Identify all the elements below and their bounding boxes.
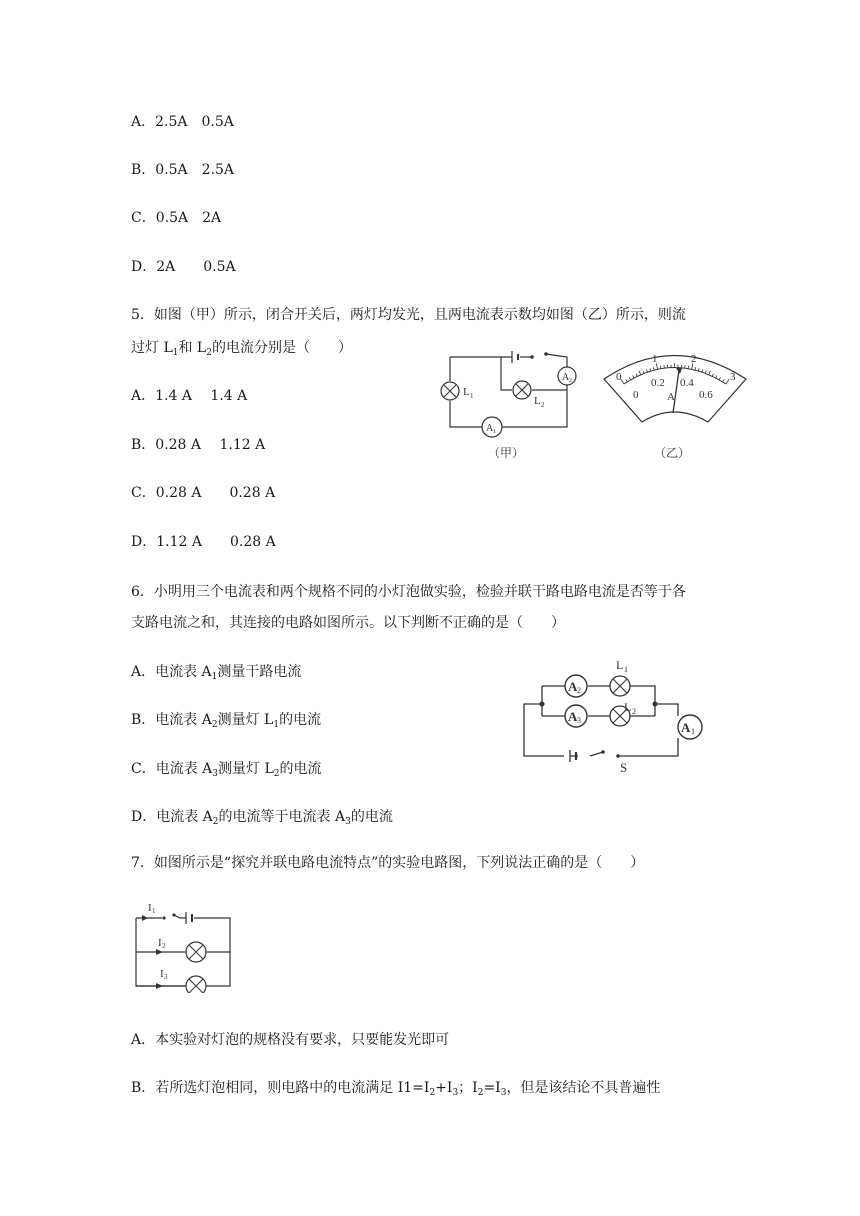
svg-text:3: 3 — [730, 371, 736, 383]
q5-circuit-figure-jia — [436, 344, 586, 464]
lamp-icon — [186, 976, 206, 993]
svg-text:0: 0 — [616, 371, 622, 383]
q5-stem-line1: 5．如图（甲）所示，闭合开关后，两灯均发光，且两电流表示数均如图（乙）所示，则流 — [131, 307, 686, 323]
lamp-l2-icon — [513, 381, 531, 399]
q7-option-b: B．若所选灯泡相同，则电路中的电流满足 $I1=I_2+I_3$；$I_2=I_3$，但是该结论不具普遍性 — [131, 1080, 661, 1098]
svg-text:I: I — [158, 937, 162, 949]
lamp-icon — [186, 942, 206, 962]
svg-text:0.4: 0.4 — [680, 377, 694, 389]
svg-text:A: A — [681, 720, 691, 735]
q7-option-a: A．本实验对灯泡的规格没有要求，只要能发光即可 — [131, 1032, 450, 1048]
q5-option-b: B．0.28 A 1.12 A — [131, 437, 266, 453]
svg-text:L: L — [624, 700, 632, 714]
q5-stem-line2: 过灯 $L_1$和 $L_2$的电流分别是（ ） — [131, 340, 352, 358]
q5-figure-jia-caption: （甲） — [488, 446, 525, 460]
svg-text:A: A — [562, 372, 570, 383]
svg-text:1: 1 — [493, 429, 496, 435]
svg-text:I: I — [148, 902, 152, 914]
svg-text:0.6: 0.6 — [699, 389, 713, 401]
q5-figure-yi-caption: （乙） — [654, 446, 691, 460]
svg-text:2: 2 — [577, 686, 581, 695]
svg-text:2: 2 — [632, 707, 636, 716]
q5-option-c: C．0.28 A 0.28 A — [131, 485, 276, 501]
q6-stem-line2: 支路电流之和，其连接的电路如图所示。以下判断不正确的是（ ） — [131, 615, 565, 631]
svg-text:2: 2 — [569, 378, 572, 384]
q5-option-d: D．1.12 A 0.28 A — [131, 534, 276, 550]
svg-text:1: 1 — [624, 665, 628, 674]
svg-text:A: A — [568, 709, 578, 724]
svg-text:1: 1 — [470, 392, 474, 400]
svg-text:L: L — [616, 658, 624, 672]
q6-option-c: C．电流表 $A_3$测量灯 $L_2$的电流 — [131, 761, 322, 779]
q4-option-a: A．2.5A 0.5A — [131, 114, 234, 130]
q6-option-a: A．电流表 $A_1$测量干路电流 — [131, 664, 302, 682]
q4-option-d: D．2A 0.5A — [131, 259, 236, 275]
q6-option-d: D．电流表 $A_2$的电流等于电流表 $A_3$的电流 — [131, 809, 393, 827]
svg-text:L: L — [534, 395, 541, 407]
dial-tick — [688, 366, 689, 369]
svg-text:0.2: 0.2 — [651, 377, 665, 389]
svg-text:A: A — [667, 391, 675, 403]
q5-ammeter-dial-figure-yi — [596, 344, 756, 464]
svg-text:A: A — [568, 679, 578, 694]
q5-option-a: A．1.4 A 1.4 A — [131, 388, 248, 404]
q7-circuit-figure — [128, 898, 238, 993]
q6-option-b: B．电流表 $A_2$测量灯 $L_1$的电流 — [131, 712, 322, 730]
q6-circuit-figure — [520, 656, 710, 781]
svg-text:I: I — [160, 968, 164, 980]
svg-text:3: 3 — [577, 716, 581, 725]
q6-stem-line1: 6．小明用三个电流表和两个规格不同的小灯泡做实验，检验并联干路电路电流是否等于各 — [131, 584, 686, 600]
dial-tick — [660, 366, 661, 369]
svg-text:1: 1 — [691, 727, 695, 736]
lamp-l1-icon — [610, 676, 630, 696]
svg-text:S: S — [620, 760, 628, 775]
q7-stem: 7．如图所示是“探究并联电路电流特点”的实验电路图，下列说法正确的是（ ） — [131, 855, 645, 871]
q4-option-c: C．0.5A 2A — [131, 210, 222, 226]
q4-option-b: B．0.5A 2.5A — [131, 162, 235, 178]
svg-text:L: L — [463, 386, 470, 398]
lamp-l1-icon — [441, 382, 459, 400]
svg-text:1: 1 — [152, 907, 156, 915]
svg-text:2: 2 — [541, 401, 545, 409]
svg-text:3: 3 — [164, 973, 168, 981]
svg-text:2: 2 — [691, 353, 697, 365]
svg-text:1: 1 — [652, 353, 658, 365]
svg-text:0: 0 — [633, 389, 639, 401]
svg-text:A: A — [486, 423, 494, 434]
svg-text:2: 2 — [162, 942, 166, 950]
